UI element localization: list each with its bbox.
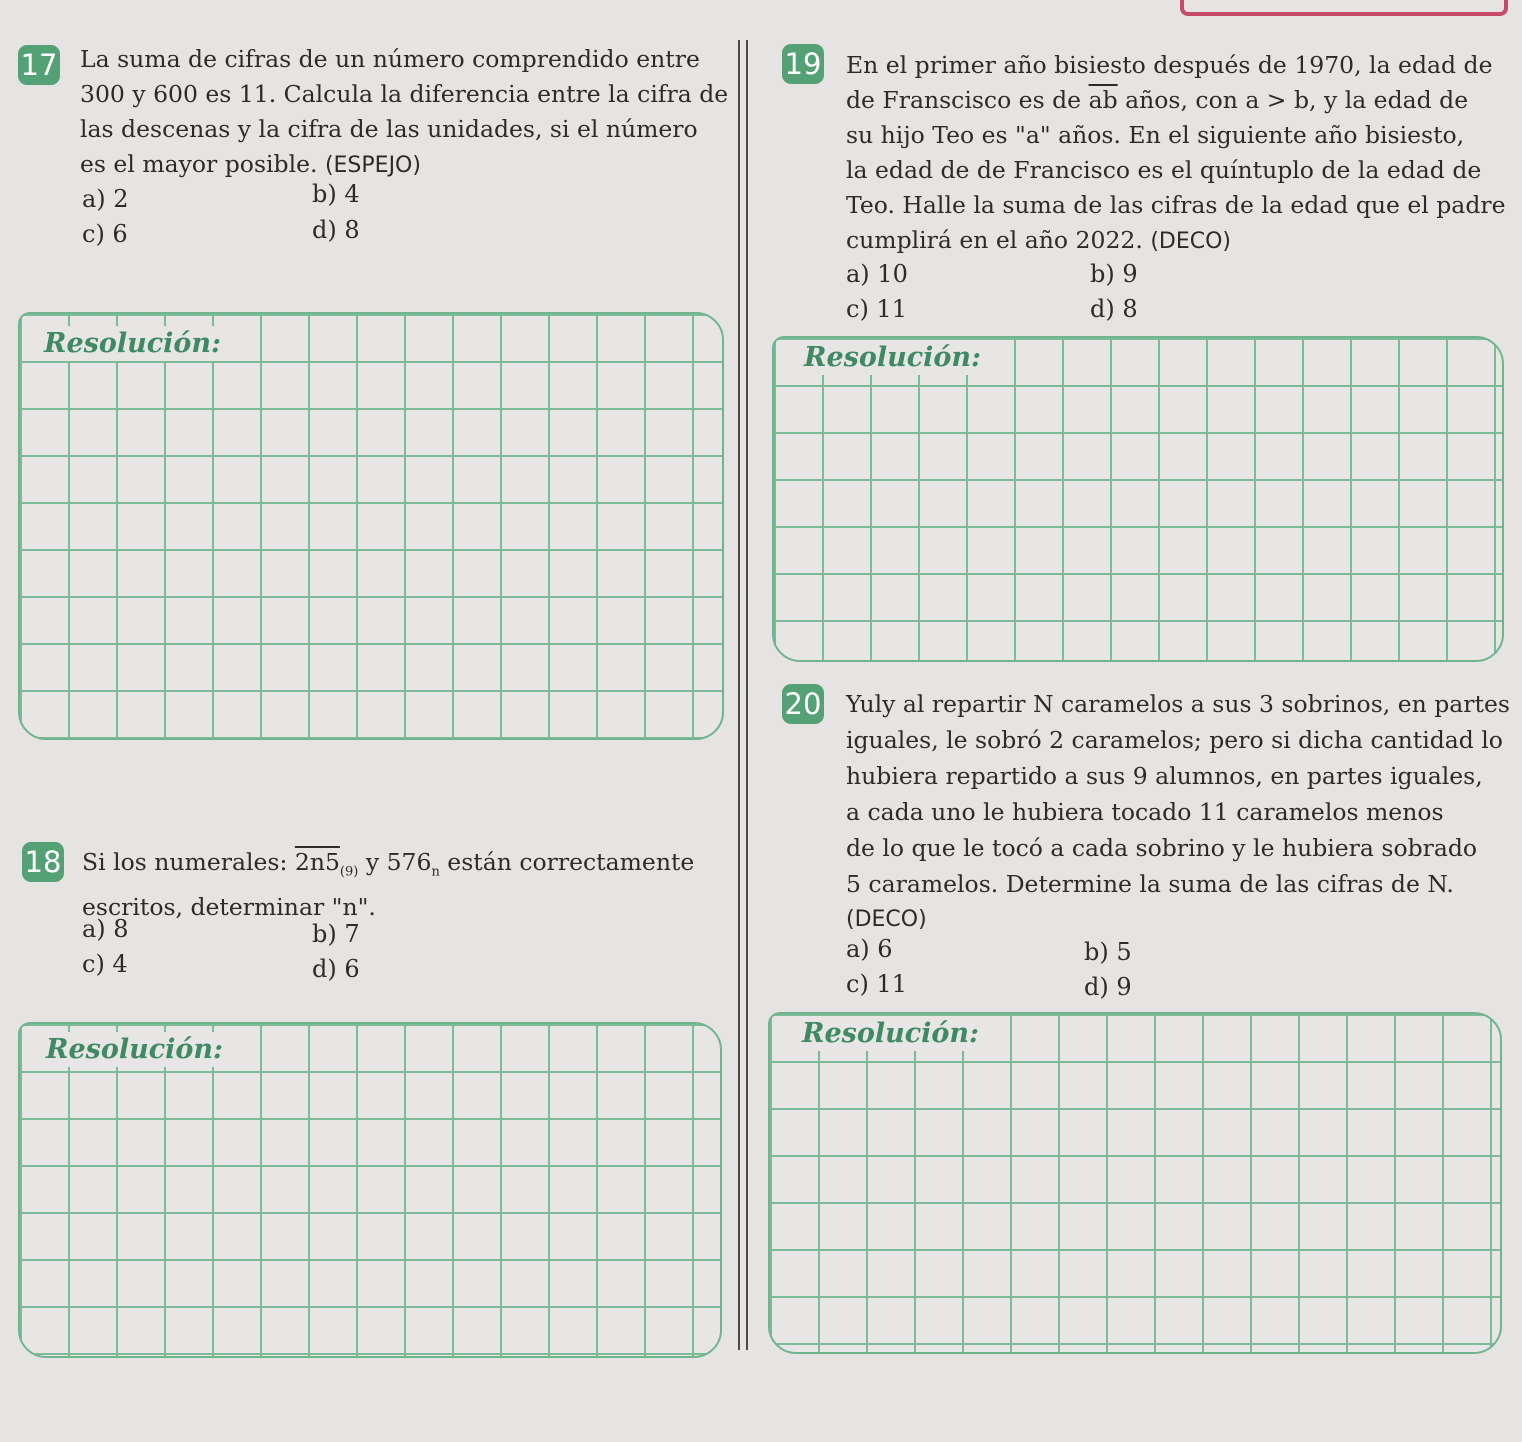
problem-20-option-c[interactable]: c) 11 [846, 970, 907, 998]
problem-20-option-d[interactable]: d) 9 [1084, 973, 1132, 1001]
problem-17-option-b[interactable]: b) 4 [312, 180, 360, 208]
problem-19-resolution-grid[interactable] [772, 336, 1504, 662]
problem-20-statement: Yuly al repartir N caramelos a sus 3 sobrinos, en partes iguales, le sobró 2 caramelos; pero si dicha cantidad lo hubiera repartido a sus 9 alumnos, en partes iguales, a cada uno le hubiera tocado 11 caramelos menos de lo que le tocó a cada sobrino y le hubiera sobrado 5 caramelos. Determine la suma de las cifras de N. (DECO) [846, 686, 1510, 938]
problem-18-option-a[interactable]: a) 8 [82, 915, 129, 943]
problem-20-source: (DECO) [846, 907, 927, 932]
problem-20-number: 20 [782, 684, 824, 724]
problem-17-resolution-grid[interactable] [18, 312, 724, 740]
problem-17-option-d[interactable]: d) 8 [312, 216, 360, 244]
numeral-ab: $\overline{ab}$ [1088, 86, 1118, 114]
problem-17-statement: La suma de cifras de un número comprendido entre 300 y 600 es 11. Calcula la diferencia entre la cifra de las descenas y la cifra de las unidades, si el número es el mayor posible. (ESPEJO) [80, 45, 729, 178]
top-decoration [1180, 0, 1508, 16]
problem-19-number: 19 [782, 44, 824, 84]
problem-17-source: (ESPEJO) [324, 153, 421, 178]
problem-19-option-a[interactable]: a) 10 [846, 260, 908, 288]
problem-17-option-a[interactable]: a) 2 [82, 185, 129, 213]
problem-20-resolution-grid[interactable] [768, 1012, 1502, 1354]
problem-18-statement: Si los numerales: $2n5_{(9)}$ y $576_n$ están correctamente escritos, determinar "n". [82, 848, 695, 921]
problem-18-resolution-grid[interactable] [18, 1022, 722, 1358]
problem-19-option-b[interactable]: b) 9 [1090, 260, 1138, 288]
problem-19-statement: En el primer año bisiesto después de 1970, la edad de de Franscisco es de $\overline{ab}$ años, con a > b, y la edad de su hijo Teo es "a" años. En el siguiente año bisiesto, la edad de de Francisco es el quíntuplo de la edad de Teo. Halle la suma de las cifras de la edad que el padre cumplirá en el año 2022. (DECO) [846, 51, 1506, 254]
problem-20-option-a[interactable]: a) 6 [846, 935, 893, 963]
problem-17-resolution-label: Resolución: [38, 326, 227, 361]
problem-18-number: 18 [22, 842, 64, 882]
problem-18-option-b[interactable]: b) 7 [312, 920, 360, 948]
problem-20-resolution-label: Resolución: [796, 1016, 985, 1051]
problem-19-option-d[interactable]: d) 8 [1090, 295, 1138, 323]
problem-19-resolution-label: Resolución: [798, 340, 987, 375]
problem-18-option-c[interactable]: c) 4 [82, 950, 128, 978]
numeral-2n5: 2n5 [294, 848, 340, 876]
column-divider [738, 40, 748, 1350]
problem-18-resolution-label: Resolución: [40, 1032, 229, 1067]
problem-17-number: 17 [18, 45, 60, 85]
problem-17-option-c[interactable]: c) 6 [82, 220, 128, 248]
problem-19-option-c[interactable]: c) 11 [846, 295, 907, 323]
problem-19-source: (DECO) [1150, 229, 1231, 254]
problem-18-option-d[interactable]: d) 6 [312, 955, 360, 983]
problem-20-option-b[interactable]: b) 5 [1084, 938, 1132, 966]
